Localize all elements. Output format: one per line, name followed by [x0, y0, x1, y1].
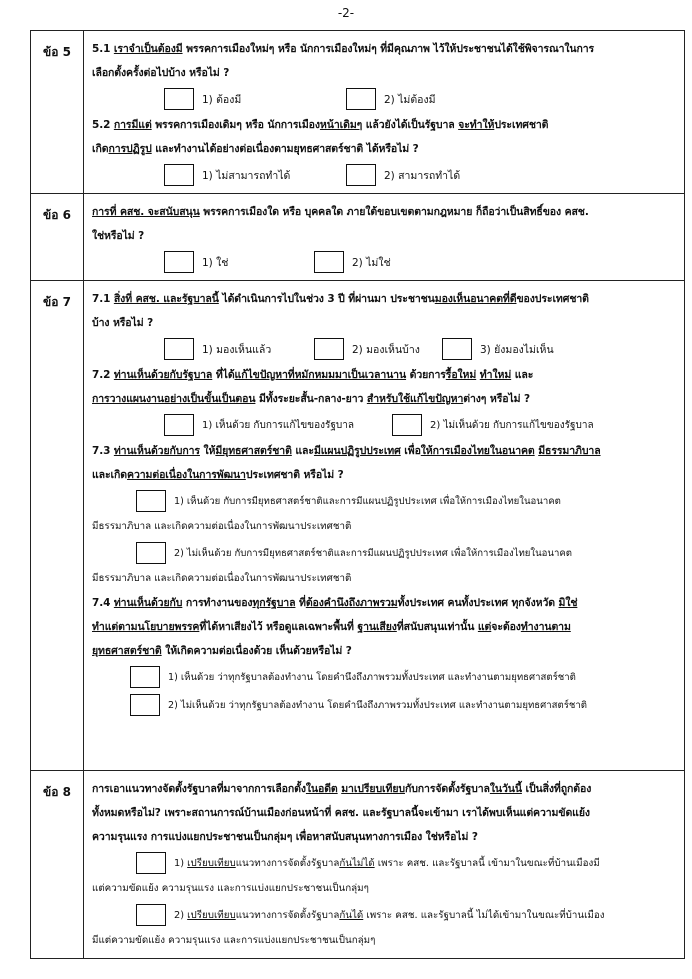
answer-row — [92, 691, 674, 719]
answer-label-continued: แต่ความขัดแย้ง ความรุนแรง และการแบ่งแยกประชาชนเป็นกลุ่มๆ — [92, 883, 369, 894]
question-row-5 — [31, 31, 685, 194]
answer-checkbox[interactable] — [164, 414, 194, 436]
answer-checkbox[interactable] — [136, 904, 166, 926]
answer-row — [92, 248, 674, 276]
answer-checkbox[interactable] — [130, 666, 160, 688]
question-7-2-line-2: การวางแผนงานอย่างเป็นขั้นเป็นตอน มีทั้งระยะสั้น-กลาง-ยาว สำหรับใช้แก้ไขปัญหาต่างๆ หรือไม่ ? — [92, 393, 531, 405]
question-8-line-2: ทั้งหมดหรือไม่? เพราะสถานการณ์บ้านเมืองก่อนหน้าที่ คสช. และรัฐบาลนี้จะเข้ามา เราได้พบเห็นแต่ความขัดแย้ง — [92, 807, 590, 819]
question-content — [84, 281, 685, 771]
question-7-3-line-1: 7.3 ท่านเห็นด้วยกับการ ให้มียุทธศาสตร์ชาติ และมีแผนปฏิรูปประเทศ เพื่อให้การเมืองไทยในอนาคต มีธรรมาภิบาล — [92, 445, 601, 457]
answer-label: 2) เปรียบเทียบแนวทางการจัดตั้งรัฐบาลกันได้ เพราะ คสช. และรัฐบาลนี้ ไม่ได้เข้ามาในขณะที่บ้านเมือง — [174, 909, 605, 921]
question-content — [84, 31, 685, 194]
answer-checkbox[interactable] — [164, 251, 194, 273]
answer-label-continued: มีธรรมาภิบาล และเกิดความต่อเนื่องในการพัฒนาประเทศชาติ — [92, 521, 352, 532]
question-5-1-line-1: 5.1 เราจำเป็นต้องมี พรรคการเมืองใหม่ๆ หรือ นักการเมืองใหม่ๆ ที่มีคุณภาพ ไว้ให้ประชาชนได้ใช้พิจารณาในการ — [92, 43, 595, 55]
answer-label: 2) ไม่ใช่ — [352, 256, 391, 269]
answer-label: 1) เห็นด้วย กับการแก้ไขของรัฐบาล — [202, 419, 354, 431]
answer-row — [92, 335, 674, 363]
answer-checkbox[interactable] — [346, 164, 376, 186]
question-5-2-line-1: 5.2 การมีแต่ พรรคการเมืองเดิมๆ หรือ นักการเมืองหน้าเดิมๆ แล้วยังได้เป็นรัฐบาล จะทำให้ประเทศชาติ — [92, 119, 549, 131]
question-6-line-2: ใช่หรือไม่ ? — [92, 230, 145, 242]
answer-label: 2) ไม่เห็นด้วย ว่าทุกรัฐบาลต้องทำงาน โดยคำนึงถึงภาพรวมทั้งประเทศ และทำงานตามยุทธศาสตร์ชาติ — [168, 699, 588, 711]
question-7-4-line-2: ทำแต่ตามนโยบายพรรคที่ได้หาเสียงไว้ หรือดูแลเฉพาะพื้นที่ ฐานเสียงที่สนับสนุนเท่านั้น แต่จะต้องทำงานตาม — [92, 621, 571, 633]
question-5-2-line-2: เกิดการปฏิรูป และทำงานได้อย่างต่อเนื่องตามยุทธศาสตร์ชาติ ได้หรือไม่ ? — [92, 143, 419, 155]
question-row-6 — [31, 194, 685, 281]
question-7-2-line-1: 7.2 ท่านเห็นด้วยกับรัฐบาล ที่ได้แก้ไขปัญหาที่หมักหมมมาเป็นเวลานาน ด้วยการรื้อใหม่ ทำใหม่ และ — [92, 369, 534, 381]
question-content — [84, 194, 685, 281]
answer-label: 2) สามารถทำได้ — [384, 169, 461, 182]
answer-label: 3) ยังมองไม่เห็น — [480, 343, 554, 356]
answer-checkbox[interactable] — [442, 338, 472, 360]
question-8-line-3: ความรุนแรง การแบ่งแยกประชาชนเป็นกลุ่มๆ เพื่อหาสนับสนุนทางการเมือง ใช่หรือไม่ ? — [92, 831, 478, 843]
answer-label: 1) ใช่ — [202, 256, 229, 269]
question-row-8 — [31, 771, 685, 959]
question-7-4-line-3: ยุทธศาสตร์ชาติ ให้เกิดความต่อเนื่องด้วย เห็นด้วยหรือไม่ ? — [92, 645, 352, 657]
question-7-4-line-1: 7.4 ท่านเห็นด้วยกับ การทำงานของทุกรัฐบาล ที่ต้องคำนึงถึงภาพรวมทั้งประเทศ คนทั้งประเทศ ทุกจังหวัด มิใช่ — [92, 597, 578, 609]
answer-label: 1) มองเห็นแล้ว — [202, 343, 272, 356]
question-5-1-line-2: เลือกตั้งครั้งต่อไปบ้าง หรือไม่ ? — [92, 67, 230, 79]
questionnaire-table — [30, 30, 685, 959]
answer-checkbox[interactable] — [346, 88, 376, 110]
answer-checkbox[interactable] — [136, 542, 166, 564]
answer-label-continued: มีธรรมาภิบาล และเกิดความต่อเนื่องในการพัฒนาประเทศชาติ — [92, 573, 352, 584]
answer-label: 1) ต้องมี — [202, 93, 242, 106]
answer-checkbox[interactable] — [164, 338, 194, 360]
answer-checkbox[interactable] — [392, 414, 422, 436]
answer-checkbox[interactable] — [314, 338, 344, 360]
question-label: ข้อ 5 — [31, 31, 84, 194]
answer-row — [92, 161, 674, 189]
answer-checkbox[interactable] — [164, 88, 194, 110]
question-8-line-1: การเอาแนวทางจัดตั้งรัฐบาลที่มาจากการเลือกตั้งในอดีต มาเปรียบเทียบกับการจัดตั้งรัฐบาลในวันนี้ เป็นสิ่งที่ถูกต้อง — [92, 783, 592, 795]
answer-label: 1) เห็นด้วย ว่าทุกรัฐบาลต้องทำงาน โดยคำนึงถึงภาพรวมทั้งประเทศ และทำงานตามยุทธศาสตร์ชาติ — [168, 671, 576, 683]
answer-row — [92, 663, 674, 691]
page-number: -2- — [337, 6, 355, 20]
answer-label: 1) เห็นด้วย กับการมียุทธศาสตร์ชาติและการมีแผนปฏิรูปประเทศ เพื่อให้การเมืองไทยในอนาคต — [174, 495, 561, 507]
question-6-line-1: การที่ คสช. จะสนับสนุน พรรคการเมืองใด หรือ บุคคลใด ภายใต้ขอบเขตตามกฎหมาย ก็ถือว่าเป็นสิทธิ์ของ คสช. — [92, 206, 589, 218]
answer-label: 1) เปรียบเทียบแนวทางการจัดตั้งรัฐบาลกันไม่ได้ เพราะ คสช. และรัฐบาลนี้ เข้ามาในขณะที่บ้านเมืองมี — [174, 857, 600, 869]
answer-checkbox[interactable] — [130, 694, 160, 716]
answer-row — [92, 849, 674, 877]
answer-label-continued: มีแต่ความขัดแย้ง ความรุนแรง และการแบ่งแยกประชาชนเป็นกลุ่มๆ — [92, 935, 376, 946]
question-row-7 — [31, 281, 685, 771]
question-7-1-line-2: บ้าง หรือไม่ ? — [92, 317, 154, 329]
answer-label: 1) ไม่สามารถทำได้ — [202, 169, 291, 182]
answer-checkbox[interactable] — [164, 164, 194, 186]
answer-row — [92, 411, 674, 439]
question-label: ข้อ 8 — [31, 771, 84, 959]
answer-row — [92, 901, 674, 929]
question-content — [84, 771, 685, 959]
question-7-3-line-2: และเกิดความต่อเนื่องในการพัฒนาประเทศชาติ หรือไม่ ? — [92, 469, 344, 481]
question-label: ข้อ 7 — [31, 281, 84, 771]
answer-checkbox[interactable] — [136, 490, 166, 512]
answer-label: 2) ไม่เห็นด้วย กับการแก้ไขของรัฐบาล — [430, 419, 594, 431]
answer-row — [92, 487, 674, 515]
answer-label: 2) มองเห็นบ้าง — [352, 343, 420, 356]
question-7-1-line-1: 7.1 สิ่งที่ คสช. และรัฐบาลนี้ ได้ดำเนินการไปในช่วง 3 ปี ที่ผ่านมา ประชาชนมองเห็นอนาคตที่ดีของประเทศชาติ — [92, 293, 589, 305]
answer-checkbox[interactable] — [314, 251, 344, 273]
answer-label: 2) ไม่ต้องมี — [384, 93, 436, 106]
answer-label: 2) ไม่เห็นด้วย กับการมียุทธศาสตร์ชาติและการมีแผนปฏิรูปประเทศ เพื่อให้การเมืองไทยในอนาคต — [174, 547, 573, 559]
answer-row — [92, 539, 674, 567]
answer-row — [92, 85, 674, 113]
question-label: ข้อ 6 — [31, 194, 84, 281]
answer-checkbox[interactable] — [136, 852, 166, 874]
